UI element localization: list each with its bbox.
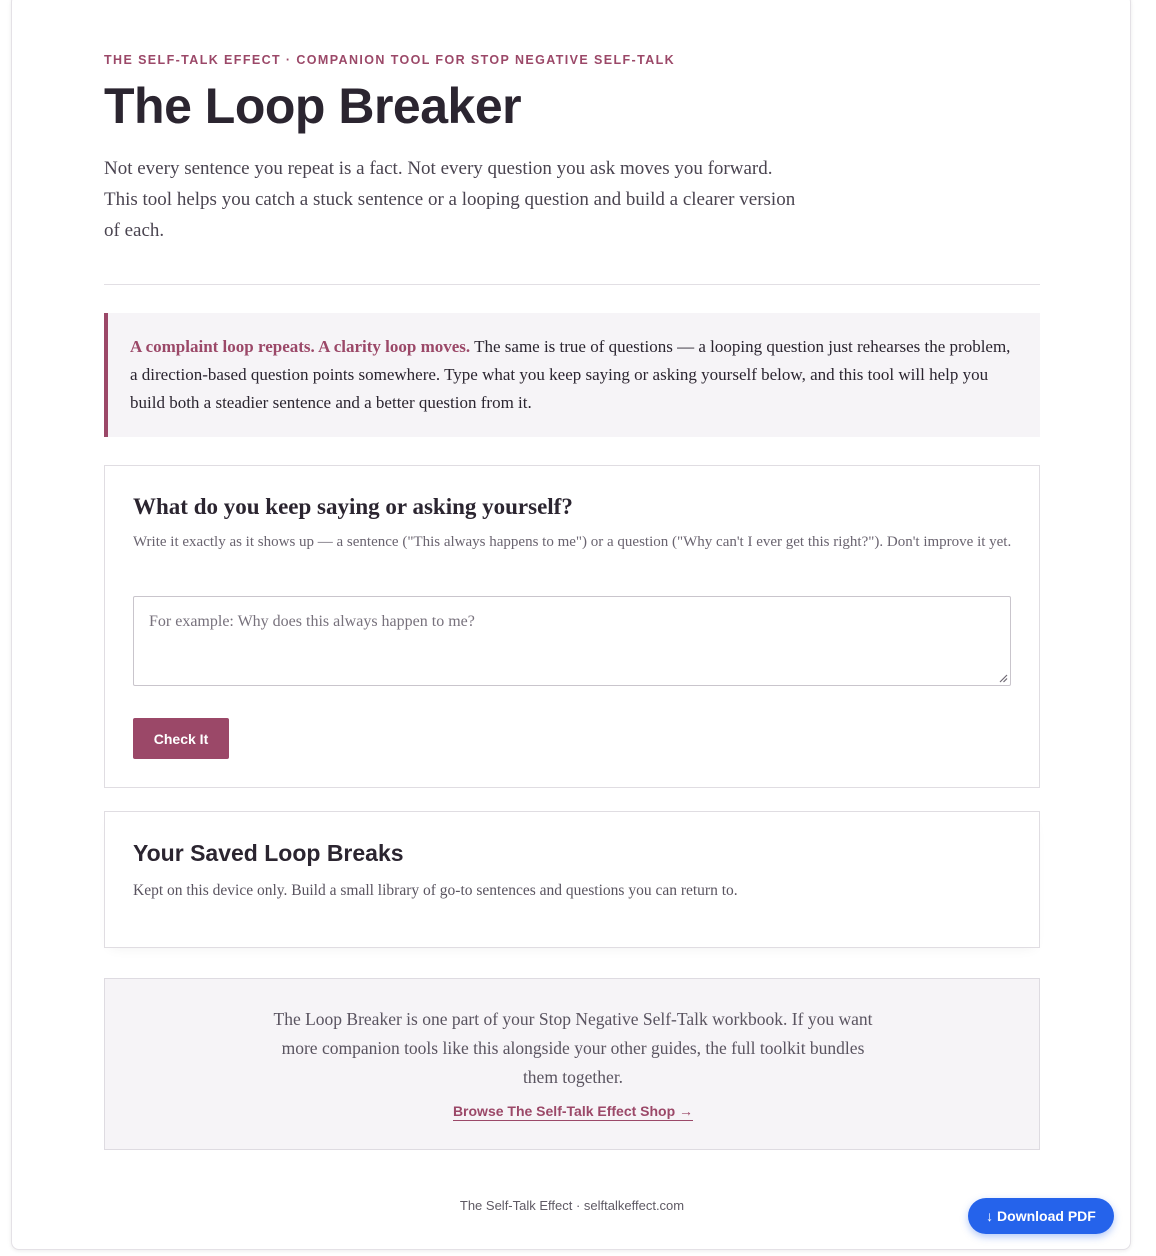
shop-link-label[interactable]: Browse The Self-Talk Effect Shop → [452,1103,694,1119]
divider [104,284,1040,285]
saved-card [104,811,1040,948]
saved-description: Kept on this device only. Build a small library of go-to sentences and questions you can return to. [133,882,738,899]
eyebrow: THE SELF-TALK EFFECT · COMPANION TOOL FOR STOP NEGATIVE SELF-TALK [104,53,676,67]
loop-input-wrapper [133,596,1011,686]
ask-help-text: Write it exactly as it shows up — a sentence ("This always happens to me") or a question ("Why can't I ever get this right?"). Don't improve it yet. [133,534,1012,550]
resize-grip-icon[interactable] [998,673,1008,683]
ask-card [104,465,1040,788]
callout [104,313,1040,437]
callout-lead: A complaint loop repeats. A clarity loop moves. [130,337,471,356]
check-it-button[interactable]: Check It [133,718,229,759]
ask-heading: What do you keep saying or asking yourself? [133,494,573,519]
shop-text: The Loop Breaker is one part of your Stop Negative Self-Talk workbook. If you want more companion tools like this alongside your other guides, the full toolkit bundles them together. [273,1009,873,1087]
page-title: The Loop Breaker [104,78,522,134]
saved-heading: Your Saved Loop Breaks [133,840,404,866]
callout-body: The same is true of questions — a looping question just rehearses the problem, a direction-based question points somewhere. Type what you keep saying or asking yourself below, and this tool will help you build both a steadier sentence and a better question from it. [130,337,1011,412]
shop-panel [104,978,1040,1150]
footer: The Self-Talk Effect · selftalkeffect.com [459,1198,685,1213]
intro-text: Not every sentence you repeat is a fact. Not every question you ask moves you forward. This tool helps you catch a stuck sentence or a looping question and build a clearer version of each. [104,158,796,241]
shop-link[interactable] [105,1103,1041,1119]
loop-input[interactable] [134,597,1010,685]
page-container [11,0,1131,1250]
download-pdf-button[interactable]: ↓ Download PDF [968,1198,1114,1234]
